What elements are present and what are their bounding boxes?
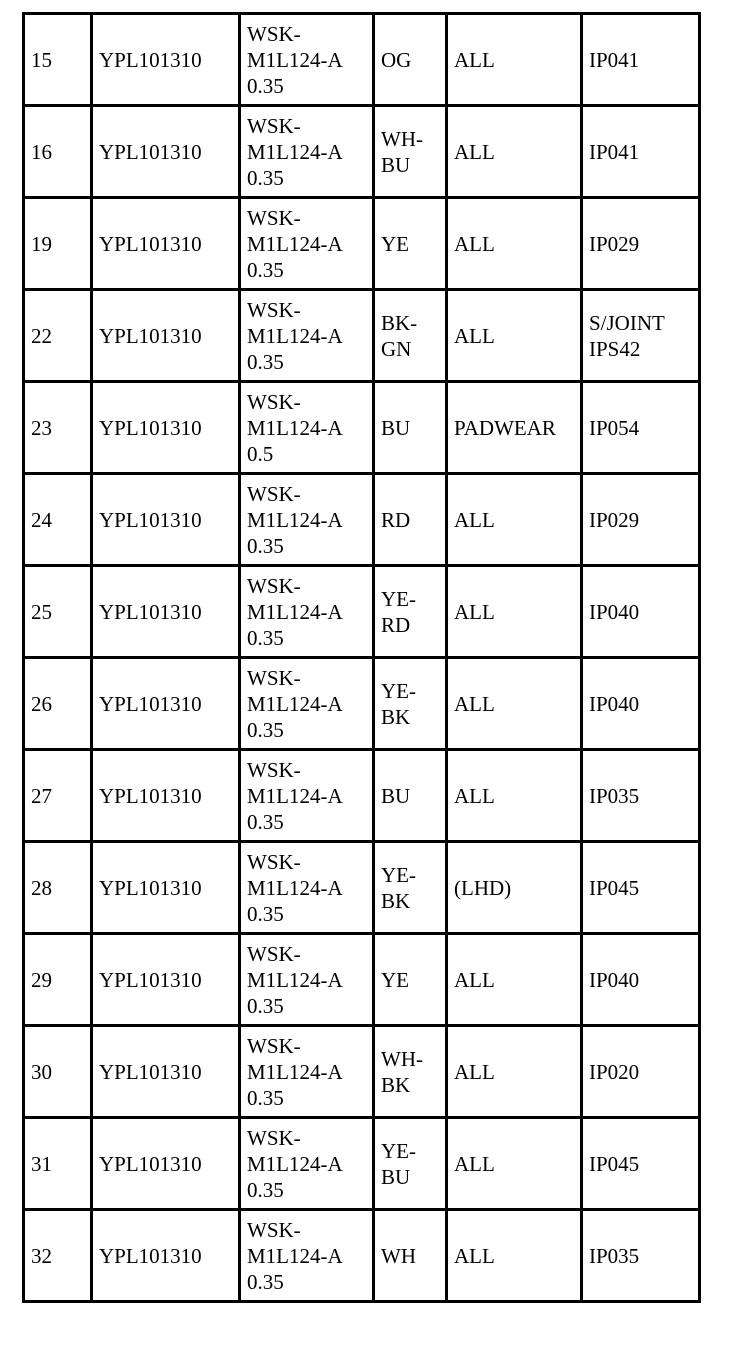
pin-number-cell: 28: [24, 842, 92, 934]
variant-cell: ALL: [447, 566, 582, 658]
part-number-cell: YPL101310: [92, 842, 240, 934]
table-row: [24, 658, 700, 750]
table-row: [24, 566, 700, 658]
wire-color-cell: WH: [374, 1210, 447, 1302]
wire-spec-cell: WSK- M1L124-A 0.35: [240, 474, 374, 566]
variant-cell: ALL: [447, 290, 582, 382]
connection-cell: IP035: [582, 1210, 700, 1302]
wire-color-cell: YE: [374, 934, 447, 1026]
table-row: [24, 290, 700, 382]
wire-color-cell: YE- BK: [374, 658, 447, 750]
connection-cell: IP041: [582, 14, 700, 106]
variant-cell: ALL: [447, 658, 582, 750]
table-row: [24, 198, 700, 290]
wire-color-cell: YE: [374, 198, 447, 290]
pin-number-cell: 25: [24, 566, 92, 658]
wire-spec-cell: WSK- M1L124-A 0.35: [240, 566, 374, 658]
part-number-cell: YPL101310: [92, 382, 240, 474]
wire-color-cell: YE- BU: [374, 1118, 447, 1210]
pin-number-cell: 16: [24, 106, 92, 198]
variant-cell: ALL: [447, 474, 582, 566]
variant-cell: ALL: [447, 750, 582, 842]
pin-number-cell: 19: [24, 198, 92, 290]
wire-color-cell: BK- GN: [374, 290, 447, 382]
part-number-cell: YPL101310: [92, 1118, 240, 1210]
connection-cell: S/JOINT IPS42: [582, 290, 700, 382]
pin-number-cell: 26: [24, 658, 92, 750]
table-row: [24, 842, 700, 934]
connection-cell: IP041: [582, 106, 700, 198]
connection-cell: IP054: [582, 382, 700, 474]
part-number-cell: YPL101310: [92, 106, 240, 198]
wire-spec-cell: WSK- M1L124-A 0.35: [240, 290, 374, 382]
pin-number-cell: 22: [24, 290, 92, 382]
part-number-cell: YPL101310: [92, 1026, 240, 1118]
connection-cell: IP045: [582, 842, 700, 934]
connection-cell: IP020: [582, 1026, 700, 1118]
wire-spec-cell: WSK- M1L124-A 0.35: [240, 750, 374, 842]
variant-cell: ALL: [447, 1210, 582, 1302]
connection-cell: IP029: [582, 198, 700, 290]
table-row: [24, 1118, 700, 1210]
table-row: [24, 1026, 700, 1118]
connection-cell: IP040: [582, 566, 700, 658]
wire-color-cell: WH- BK: [374, 1026, 447, 1118]
table-row: [24, 14, 700, 106]
wire-spec-cell: WSK- M1L124-A 0.35: [240, 106, 374, 198]
wire-spec-cell: WSK- M1L124-A 0.35: [240, 1026, 374, 1118]
wire-spec-cell: WSK- M1L124-A 0.35: [240, 198, 374, 290]
wire-spec-cell: WSK- M1L124-A 0.35: [240, 842, 374, 934]
wire-color-cell: BU: [374, 382, 447, 474]
connection-cell: IP040: [582, 934, 700, 1026]
pin-number-cell: 15: [24, 14, 92, 106]
part-number-cell: YPL101310: [92, 198, 240, 290]
pin-number-cell: 27: [24, 750, 92, 842]
wire-table: [22, 12, 701, 1303]
table-row: [24, 382, 700, 474]
variant-cell: ALL: [447, 1026, 582, 1118]
pin-number-cell: 32: [24, 1210, 92, 1302]
wire-color-cell: RD: [374, 474, 447, 566]
part-number-cell: YPL101310: [92, 750, 240, 842]
wire-spec-cell: WSK- M1L124-A 0.35: [240, 14, 374, 106]
table-row: [24, 934, 700, 1026]
variant-cell: ALL: [447, 934, 582, 1026]
table-row: [24, 474, 700, 566]
variant-cell: ALL: [447, 1118, 582, 1210]
variant-cell: ALL: [447, 106, 582, 198]
wire-color-cell: WH- BU: [374, 106, 447, 198]
connection-cell: IP040: [582, 658, 700, 750]
wire-color-cell: YE- BK: [374, 842, 447, 934]
part-number-cell: YPL101310: [92, 658, 240, 750]
connection-cell: IP045: [582, 1118, 700, 1210]
pin-number-cell: 29: [24, 934, 92, 1026]
table-row: [24, 106, 700, 198]
variant-cell: ALL: [447, 14, 582, 106]
pin-number-cell: 23: [24, 382, 92, 474]
connection-cell: IP035: [582, 750, 700, 842]
pin-number-cell: 30: [24, 1026, 92, 1118]
wire-spec-cell: WSK- M1L124-A 0.5: [240, 382, 374, 474]
variant-cell: PADWEAR: [447, 382, 582, 474]
table-row: [24, 750, 700, 842]
variant-cell: (LHD): [447, 842, 582, 934]
wire-spec-cell: WSK- M1L124-A 0.35: [240, 658, 374, 750]
part-number-cell: YPL101310: [92, 14, 240, 106]
pin-number-cell: 24: [24, 474, 92, 566]
part-number-cell: YPL101310: [92, 474, 240, 566]
wire-spec-cell: WSK- M1L124-A 0.35: [240, 1118, 374, 1210]
part-number-cell: YPL101310: [92, 1210, 240, 1302]
wire-spec-cell: WSK- M1L124-A 0.35: [240, 934, 374, 1026]
variant-cell: ALL: [447, 198, 582, 290]
wire-color-cell: OG: [374, 14, 447, 106]
wire-color-cell: BU: [374, 750, 447, 842]
pin-number-cell: 31: [24, 1118, 92, 1210]
part-number-cell: YPL101310: [92, 934, 240, 1026]
part-number-cell: YPL101310: [92, 566, 240, 658]
table-row: [24, 1210, 700, 1302]
wire-table-body: [24, 14, 700, 1302]
wire-spec-cell: WSK- M1L124-A 0.35: [240, 1210, 374, 1302]
part-number-cell: YPL101310: [92, 290, 240, 382]
connection-cell: IP029: [582, 474, 700, 566]
wire-color-cell: YE- RD: [374, 566, 447, 658]
